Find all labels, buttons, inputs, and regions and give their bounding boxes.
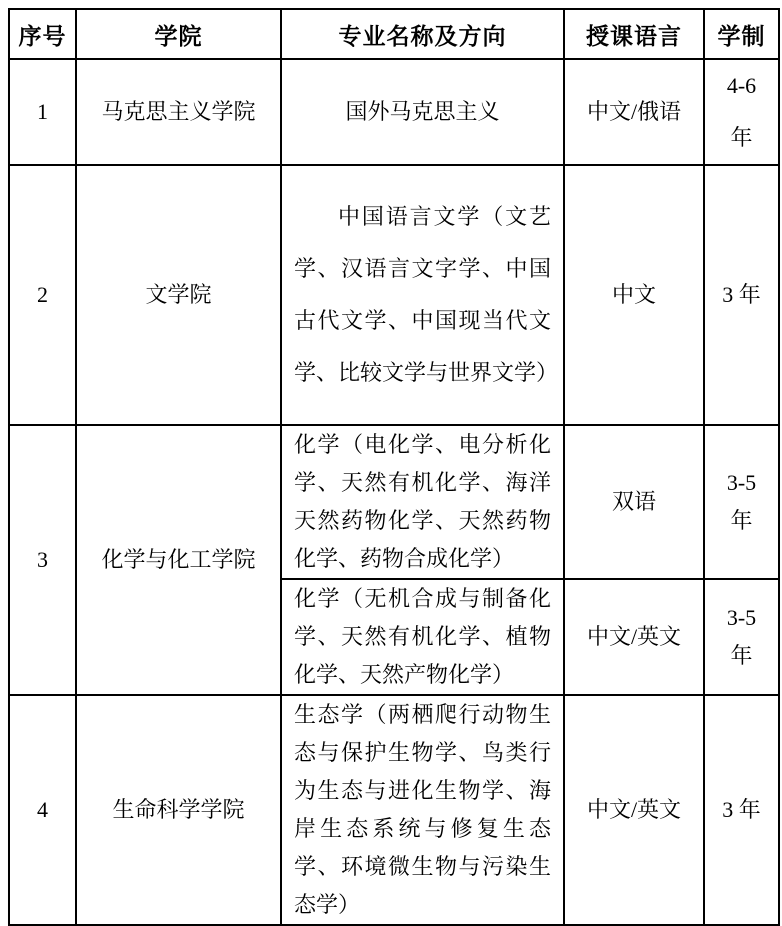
cell-duration: 3-5 年 [704, 425, 779, 579]
cell-major: 化学（无机合成与制备化学、天然有机化学、植物化学、天然产物化学） [281, 579, 564, 695]
cell-language: 中文/俄语 [564, 59, 704, 165]
cell-college: 文学院 [76, 165, 281, 425]
cell-duration: 3-5 年 [704, 579, 779, 695]
cell-row-number: 2 [9, 165, 76, 425]
table-header-row [9, 9, 779, 59]
table-row [9, 425, 779, 579]
cell-college: 化学与化工学院 [76, 425, 281, 695]
cell-row-number: 4 [9, 695, 76, 925]
cell-college: 马克思主义学院 [76, 59, 281, 165]
table-row [9, 695, 779, 925]
table-row [9, 165, 779, 425]
cell-major: 国外马克思主义 [281, 59, 564, 165]
col-header-language: 授课语言 [564, 9, 704, 59]
cell-college: 生命科学学院 [76, 695, 281, 925]
col-header-major: 专业名称及方向 [281, 9, 564, 59]
col-header-duration: 学制 [704, 9, 779, 59]
cell-duration: 4-6 年 [704, 59, 779, 165]
cell-row-number: 1 [9, 59, 76, 165]
cell-row-number: 3 [9, 425, 76, 695]
cell-language: 中文 [564, 165, 704, 425]
cell-major: 生态学（两栖爬行动物生态与保护生物学、鸟类行为生态与进化生物学、海岸生态系统与修复生态学、环境微生物与污染生态学） [281, 695, 564, 925]
admission-programs-table [8, 8, 780, 926]
table-row [9, 59, 779, 165]
cell-major: 中国语言文学（文艺学、汉语言文字学、中国古代文学、中国现当代文学、比较文学与世界文学） [281, 165, 564, 425]
cell-language: 中文/英文 [564, 695, 704, 925]
cell-language: 双语 [564, 425, 704, 579]
col-header-college: 学院 [76, 9, 281, 59]
cell-duration: 3 年 [704, 695, 779, 925]
cell-major: 化学（电化学、电分析化学、天然有机化学、海洋天然药物化学、天然药物化学、药物合成化学） [281, 425, 564, 579]
cell-language: 中文/英文 [564, 579, 704, 695]
col-header-no: 序号 [9, 9, 76, 59]
cell-duration: 3 年 [704, 165, 779, 425]
